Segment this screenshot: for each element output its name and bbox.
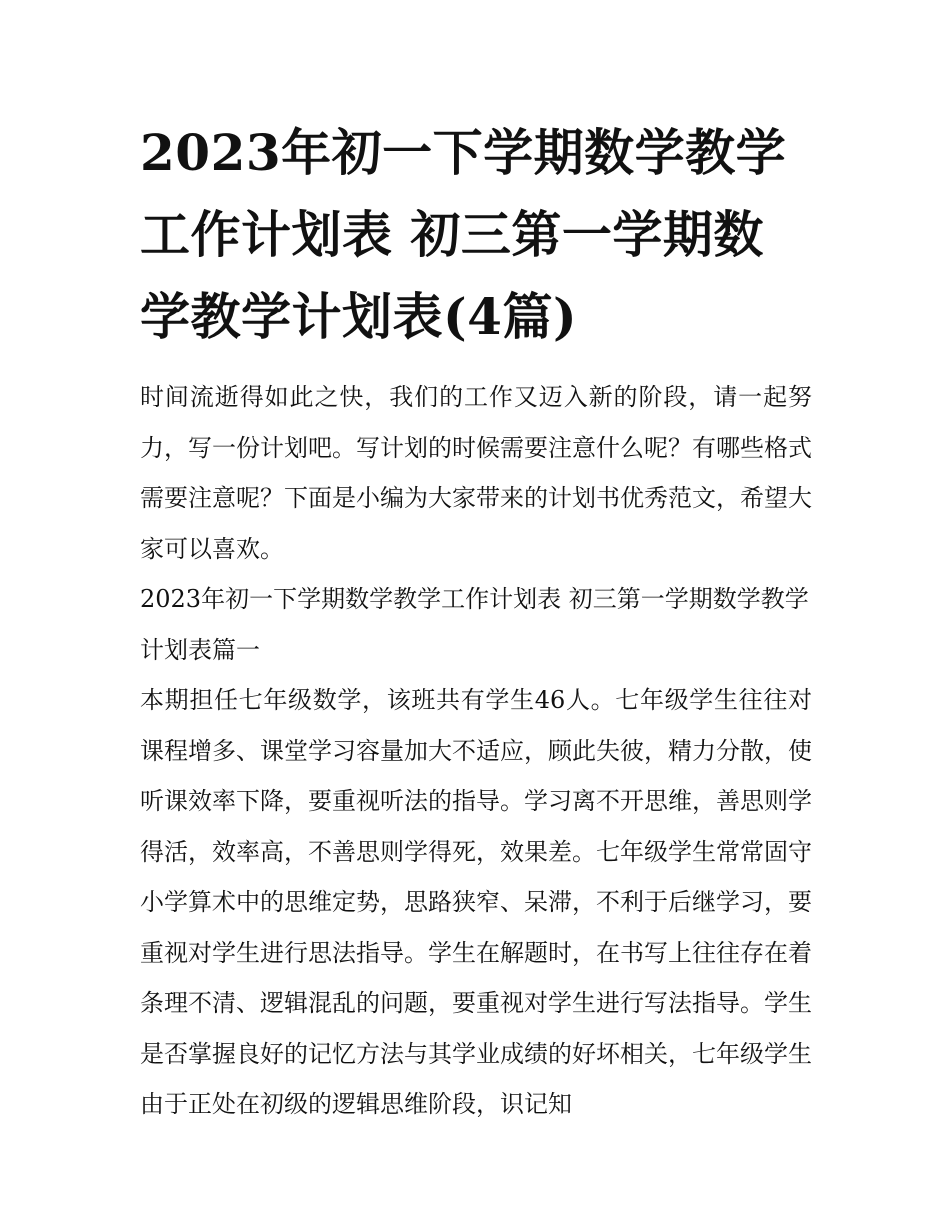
document-title: 2023年初一下学期数学教学工作计划表 初三第一学期数学教学计划表(4篇) xyxy=(140,123,787,346)
document-page xyxy=(140,112,812,1130)
section-heading: 2023年初一下学期数学教学工作计划表 初三第一学期数学教学计划表篇一 xyxy=(140,585,809,664)
body-paragraph: 本期担任七年级数学，该班共有学生46人。七年级学生往往对课程增多、课堂学习容量加大不适应，顾此失彼，精力分散，使听课效率下降，要重视听法的指导。学习离不开思维，善思则学得活，效率高，不善思则学得死，效果差。七年级学生常常固守小学算术中的思维定势，思路狭窄、呆滞，不利于后继学习，要重视对学生进行思法指导。学生在解题时，在书写上往往存在着条理不清、逻辑混乱的问题，要重视对学生进行写法指导。学生是否掌握良好的记忆方法与其学业成绩的好坏相关，七年级学生由于正处在初级的逻辑思维阶段，识记知 xyxy=(140,686,812,1118)
intro-paragraph: 时间流逝得如此之快，我们的工作又迈入新的阶段，请一起努力，写一份计划吧。写计划的时候需要注意什么呢？有哪些格式需要注意呢？下面是小编为大家带来的计划书优秀范文，希望大家可以喜欢。 xyxy=(140,383,812,563)
